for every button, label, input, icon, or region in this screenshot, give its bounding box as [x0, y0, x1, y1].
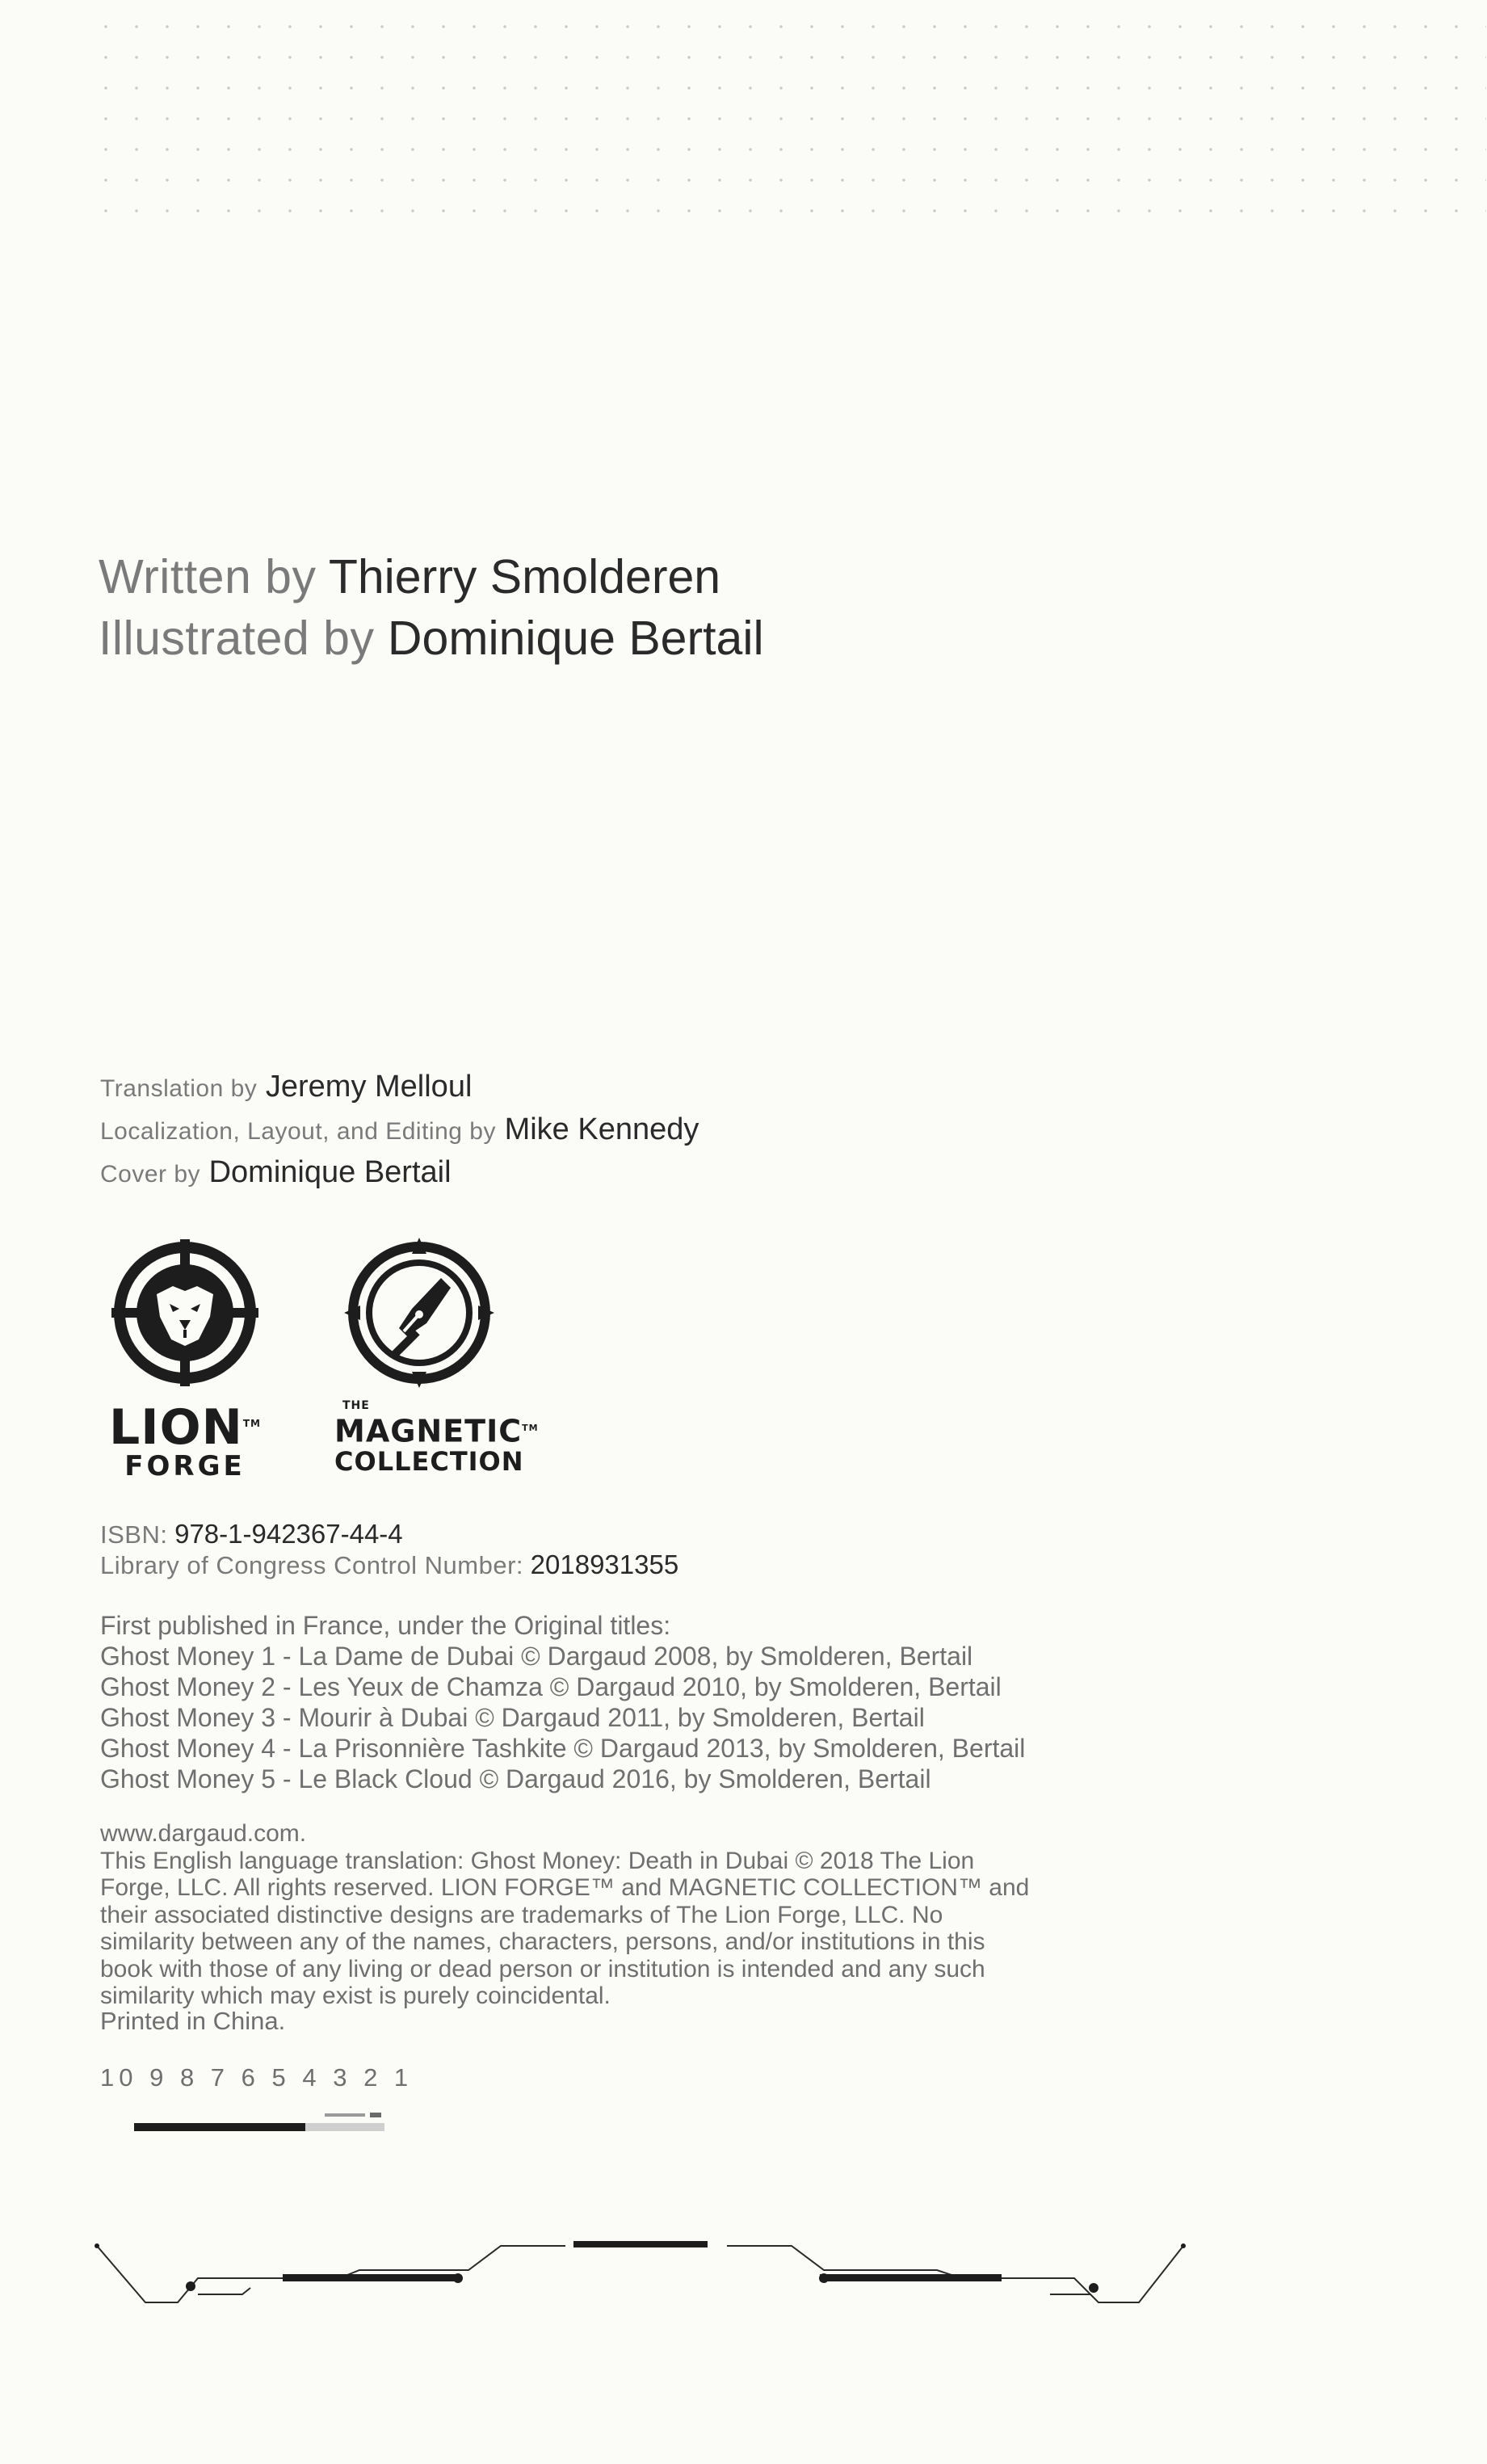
legal-line: Forge, LLC. All rights reserved. LION FORGE™ and MAGNETIC COLLECTION™ and [100, 1874, 1030, 1901]
dot-grid-pattern [81, 0, 1486, 226]
original-title-line: Ghost Money 5 - Le Black Cloud © Dargaud 2016, by Smolderen, Bertail [100, 1764, 931, 1793]
editor-name: Mike Kennedy [504, 1112, 699, 1146]
isbn-line [100, 1519, 1231, 1549]
translation-line [100, 1066, 699, 1109]
localization-line [100, 1109, 699, 1152]
legal-line: their associated distinctive designs are trademarks of The Lion Forge, LLC. No [100, 1901, 943, 1928]
printed-in-note: Printed in China. [100, 2007, 286, 2035]
writer-name: Thierry Smolderen [328, 550, 721, 603]
lccn-line [100, 1549, 1231, 1580]
publisher-logos [100, 1236, 539, 1482]
illustrator-name: Dominique Bertail [387, 612, 764, 665]
legal-line: This English language translation: Ghost Money: Death in Dubai © 2018 The Lion [100, 1847, 975, 1874]
localization-label: Localization, Layout, and Editing by [100, 1118, 496, 1145]
print-number-line: 10 9 8 7 6 5 4 3 2 1 [100, 2063, 414, 2092]
lccn-value: 2018931355 [530, 1549, 679, 1579]
lccn-label: Library of Congress Control Number: [100, 1551, 524, 1579]
cover-line [100, 1152, 699, 1195]
pen-nib-compass-icon [342, 1236, 496, 1390]
magnetic-wordmark-line1: MAGNETIC™ [334, 1413, 539, 1449]
paper-certification-bar [134, 2112, 384, 2134]
secondary-credits [100, 1066, 699, 1195]
isbn-label: ISBN: [100, 1520, 168, 1549]
decorative-circuit-divider [81, 2222, 1212, 2319]
translator-name: Jeremy Melloul [265, 1070, 473, 1104]
lion-forge-logo [100, 1236, 270, 1481]
legal-notice [100, 1820, 1207, 2010]
original-title-line: Ghost Money 4 - La Prisonnière Tashkite © Dargaud 2013, by Smolderen, Bertail [100, 1734, 1026, 1763]
magnetic-wordmark-line2: COLLECTION [334, 1445, 524, 1477]
illustrated-by-label: Illustrated by [99, 612, 375, 665]
main-credits [99, 546, 764, 669]
legal-line: similarity which may exist is purely coincidental. [100, 1983, 611, 2009]
magnetic-collection-logo [334, 1236, 539, 1477]
lion-head-icon [108, 1236, 262, 1390]
cover-artist-name: Dominique Bertail [208, 1155, 452, 1189]
original-title-line: Ghost Money 2 - Les Yeux de Chamza © Dargaud 2010, by Smolderen, Bertail [100, 1672, 1002, 1701]
publisher-website: www.dargaud.com. [100, 1820, 307, 1847]
written-by-label: Written by [99, 550, 317, 603]
magnetic-the-label: THE [342, 1399, 370, 1412]
translation-label: Translation by [100, 1075, 258, 1102]
cover-label: Cover by [100, 1161, 201, 1188]
original-title-line: Ghost Money 3 - Mourir à Dubai © Dargaud 2011, by Smolderen, Bertail [100, 1703, 925, 1732]
legal-line: similarity between any of the names, characters, persons, and/or institutions in this [100, 1928, 985, 1955]
catalog-info [100, 1519, 1231, 1580]
lion-forge-wordmark-line1: LION™ [109, 1399, 261, 1456]
original-title-line: Ghost Money 1 - La Dame de Dubai © Dargaud 2008, by Smolderen, Bertail [100, 1642, 973, 1671]
isbn-value: 978-1-942367-44-4 [174, 1519, 403, 1549]
publication-intro: First published in France, under the Original titles: [100, 1611, 671, 1640]
legal-line: book with those of any living or dead person or institution is intended and any such [100, 1955, 985, 1983]
written-by-line [99, 546, 764, 608]
illustrated-by-line [99, 608, 764, 669]
publication-history [100, 1610, 1231, 1794]
lion-forge-wordmark-line2: FORGE [124, 1450, 246, 1482]
